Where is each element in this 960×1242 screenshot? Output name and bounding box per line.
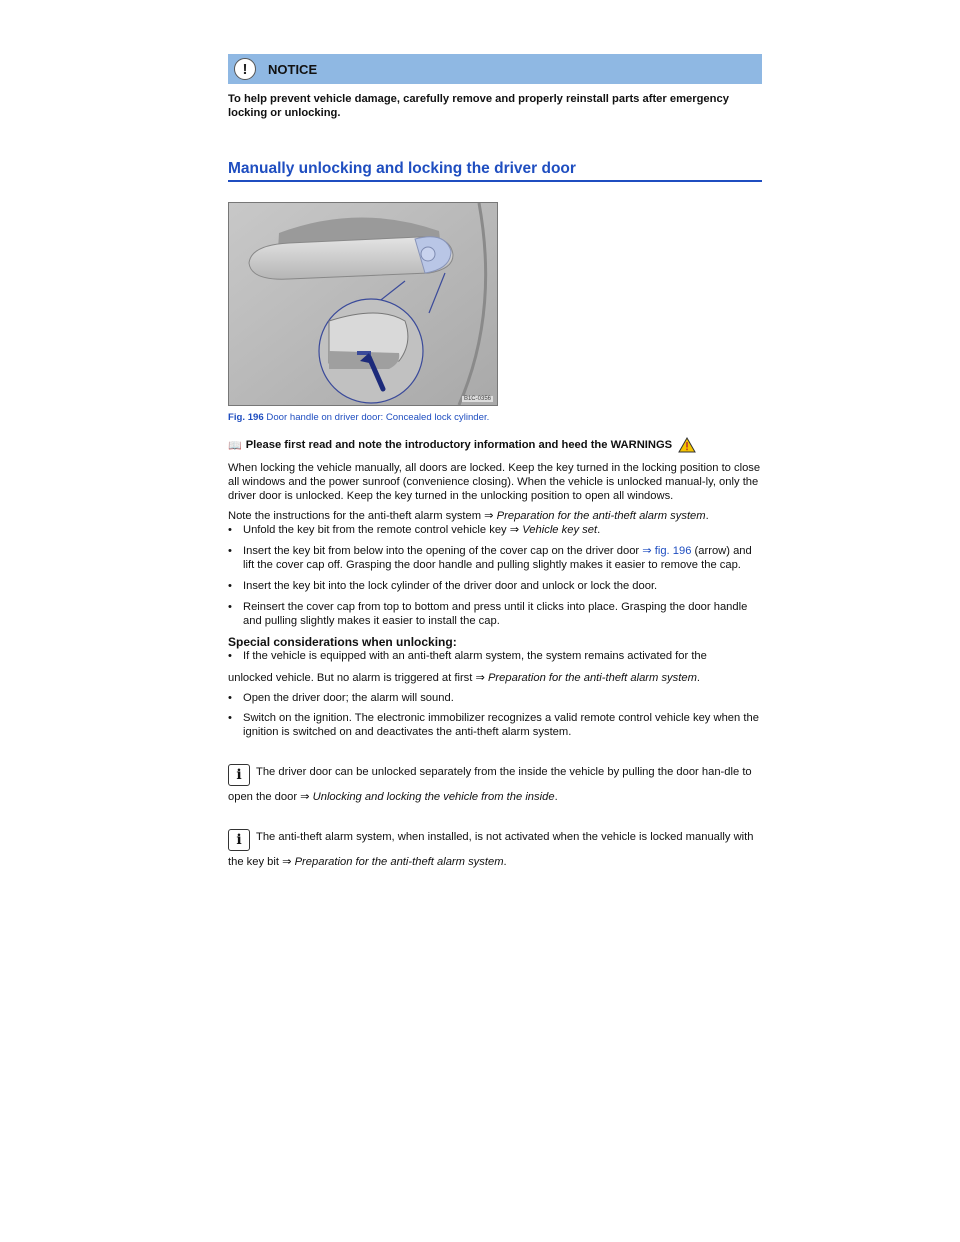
info-note	[228, 761, 762, 808]
door-handle-figure	[228, 202, 498, 406]
figure-code: B1C-0356	[463, 396, 491, 402]
alarm-reference-link[interactable]: Preparation for the anti-theft alarm system	[487, 672, 697, 684]
list-item	[228, 691, 762, 705]
note-text: The driver door can be unlocked separately from the inside the vehicle by pulling the door han-dle to open the door ⇒	[228, 766, 752, 803]
info-icon: i	[228, 764, 250, 786]
step-text: Unfold the key bit from the remote control vehicle key ⇒	[243, 524, 523, 536]
list-item	[228, 600, 762, 628]
bullet-icon: •	[228, 545, 232, 557]
alarm-reference-link[interactable]: Preparation for the anti-theft alarm system	[294, 856, 504, 868]
exclamation-circle-icon: !	[234, 58, 256, 80]
step-end: .	[597, 524, 601, 536]
list-item	[228, 579, 762, 593]
steps-list	[228, 523, 762, 628]
paragraph-alarm-note	[228, 509, 762, 523]
step-end: (arrow) and lift the cover cap off. Grasping the door handle and pulling slightly makes it easier to remove the cap.	[243, 545, 752, 571]
special-text-line1: If the vehicle is equipped with an anti-theft alarm system, the system remains activated for the	[243, 650, 707, 662]
notice-banner	[228, 54, 762, 84]
step-text: Insert the key bit from below into the opening of the cover cap on the driver door	[243, 545, 643, 557]
intro-text: Please first read and note the introductory information and heed the WARNINGS	[245, 439, 673, 451]
list-item	[228, 649, 762, 685]
figure-caption	[228, 412, 762, 423]
step-text: Insert the key bit into the lock cylinder of the driver door and unlock or lock the door.	[243, 580, 658, 592]
info-note	[228, 826, 762, 873]
unlocking-inside-link[interactable]: Unlocking and locking the vehicle from the inside	[312, 791, 555, 803]
special-list	[228, 649, 762, 739]
book-icon: 📖	[228, 439, 242, 452]
vehicle-key-set-link[interactable]: Vehicle key set	[522, 524, 598, 536]
paragraph-alarm-end: .	[705, 510, 709, 522]
special-considerations-heading: Special considerations when unlocking:	[228, 635, 457, 649]
bullet-icon: •	[228, 601, 232, 613]
paragraph-alarm-text: Note the instructions for the anti-theft alarm system ⇒	[228, 510, 497, 522]
notice-title: NOTICE	[268, 61, 318, 77]
manual-page	[228, 54, 762, 873]
note-end: .	[554, 791, 558, 803]
notice-text: To help prevent vehicle damage, carefully remove and properly reinstall parts after emergency locking or unlocking.	[228, 93, 729, 119]
bullet-icon: •	[228, 580, 232, 592]
bullet-icon: •	[228, 650, 232, 662]
figure-caption-label: Fig. 196	[228, 412, 264, 423]
list-item	[228, 544, 762, 572]
section-title: Manually unlocking and locking the driver door	[228, 160, 762, 182]
paragraph-manual-locking: When locking the vehicle manually, all doors are locked. Keep the key turned in the locking position to close all windows and the power sunroof (convenience closing). When the vehicle is unlocked manual-ly, only the driver door is unlocked. Keep the key turned in the unlocking position to open all windows.	[228, 462, 761, 502]
bullet-icon: •	[228, 524, 232, 536]
note-end: .	[503, 856, 507, 868]
note-text: The anti-theft alarm system, when installed, is not activated when the vehicle is locked manually with the key bit ⇒	[228, 831, 754, 868]
info-icon: i	[228, 829, 250, 851]
special-text: Switch on the ignition. The electronic immobilizer recognizes a valid remote control vehicle key when the ignition is switched on and deactivates the anti-theft alarm system.	[243, 712, 759, 738]
special-text: Open the driver door; the alarm will sound.	[243, 692, 454, 704]
intro-line	[228, 437, 762, 453]
figure-caption-text: Door handle on driver door: Concealed lock cylinder.	[263, 412, 490, 423]
bullet-icon: •	[228, 712, 232, 724]
alarm-reference-link[interactable]: Preparation for the anti-theft alarm system	[496, 510, 706, 522]
special-end: .	[696, 672, 701, 684]
step-text: Reinsert the cover cap from top to bottom and press until it clicks into place. Grasping the door handle and pulling slightly makes it easier to install the cap.	[243, 601, 748, 627]
warning-triangle-icon	[678, 437, 696, 453]
bullet-icon: •	[228, 692, 232, 704]
special-text-line2: unlocked vehicle. But no alarm is triggered at first ⇒	[228, 672, 488, 684]
list-item	[228, 523, 762, 537]
door-handle-illustration	[229, 203, 497, 405]
list-item	[228, 711, 762, 739]
figure-196-link[interactable]: ⇒ fig. 196	[642, 545, 692, 557]
